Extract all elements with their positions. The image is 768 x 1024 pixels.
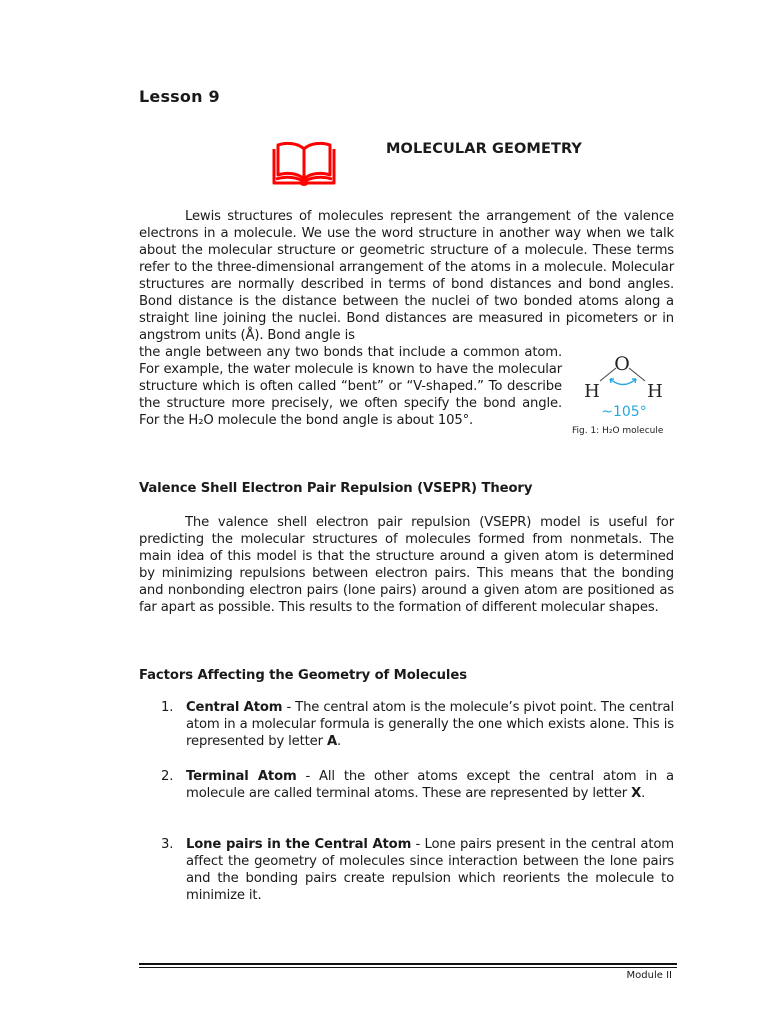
factor-description: - All the other atoms except the central atom in a molecule are called terminal atoms. These are represented by letter <box>186 769 674 801</box>
factor-list-item <box>139 768 674 802</box>
intro-paragraph-text: Lewis structures of molecules represent the arrangement of the valence electrons in a molecule. We use the word structure in another way when we talk about the molecular structure or geometric structure of a molecule. These terms refer to the three-dimensional arrangement of the atoms in a molecule. Molecular structures are normally described in terms of bond distances and bond angles. Bond distance is the distance between the nuclei of two bonded atoms along a straight line joining the nuclei. Bond distances are measured in picometers or in angstrom units (Å). Bond angle is <box>139 209 674 343</box>
factor-letter: A <box>326 734 338 749</box>
factor-description: - The central atom is the molecule’s pivot point. The central atom in a molecular formula is generally the one which exists alone. This is represented by letter <box>186 700 674 749</box>
bond-angle-label: ~105° <box>601 404 647 420</box>
footer-divider-thin <box>139 967 677 968</box>
angle-arc-icon <box>610 379 636 385</box>
footer-module-label: Module II <box>626 970 672 981</box>
intro-paragraph <box>139 208 674 344</box>
oxygen-atom-label: O <box>614 353 630 375</box>
factor-term: Terminal Atom <box>186 769 297 784</box>
intro-paragraph-wrap-text: the angle between any two bonds that include a common atom. For example, the water molecule is known to have the molecular structure which is often called “bent” or “V-shaped.” To describe the structure more precisely, we often specify the bond angle. For the H₂O molecule the bond angle is about 105°. <box>139 345 562 428</box>
factor-list-item <box>139 699 674 750</box>
vsepr-paragraph <box>139 514 674 616</box>
lesson-label: Lesson 9 <box>139 87 220 106</box>
list-number: 3. <box>161 837 174 852</box>
factor-term: Lone pairs in the Central Atom <box>186 837 412 852</box>
factor-term: Central Atom <box>186 700 283 715</box>
factor-punctuation: . <box>337 734 342 749</box>
factor-description: - Lone pairs present in the central atom affect the geometry of molecules since interaction between the lone pairs and the bonding pairs create repulsion which reorients the molecule to minimize it. <box>186 837 675 903</box>
hydrogen-left-label: H <box>584 381 600 402</box>
hydrogen-right-label: H <box>647 381 663 402</box>
footer-divider <box>139 963 677 965</box>
page-title: MOLECULAR GEOMETRY <box>386 141 583 157</box>
list-number: 1. <box>161 700 174 715</box>
factors-heading: Factors Affecting the Geometry of Molecules <box>139 668 467 683</box>
vsepr-heading: Valence Shell Electron Pair Repulsion (VSEPR) Theory <box>139 481 533 496</box>
factor-letter: X <box>631 786 642 801</box>
factor-list-item <box>139 836 674 904</box>
intro-paragraph-continued <box>139 344 562 429</box>
figure-caption: Fig. 1: H₂O molecule <box>572 426 664 436</box>
vsepr-paragraph-text: The valence shell electron pair repulsion (VSEPR) model is useful for predicting the molecular structures of molecules formed from nonmetals. The main idea of this model is that the structure around a given atom is determined by minimizing repulsions between electron pairs. This means that the bonding and nonbonding electron pairs (lone pairs) around a given atom are positioned as far apart as possible. This results to the formation of different molecular shapes. <box>139 515 674 615</box>
list-number: 2. <box>161 769 174 784</box>
factor-punctuation: . <box>641 786 646 801</box>
open-book-icon <box>270 139 338 187</box>
